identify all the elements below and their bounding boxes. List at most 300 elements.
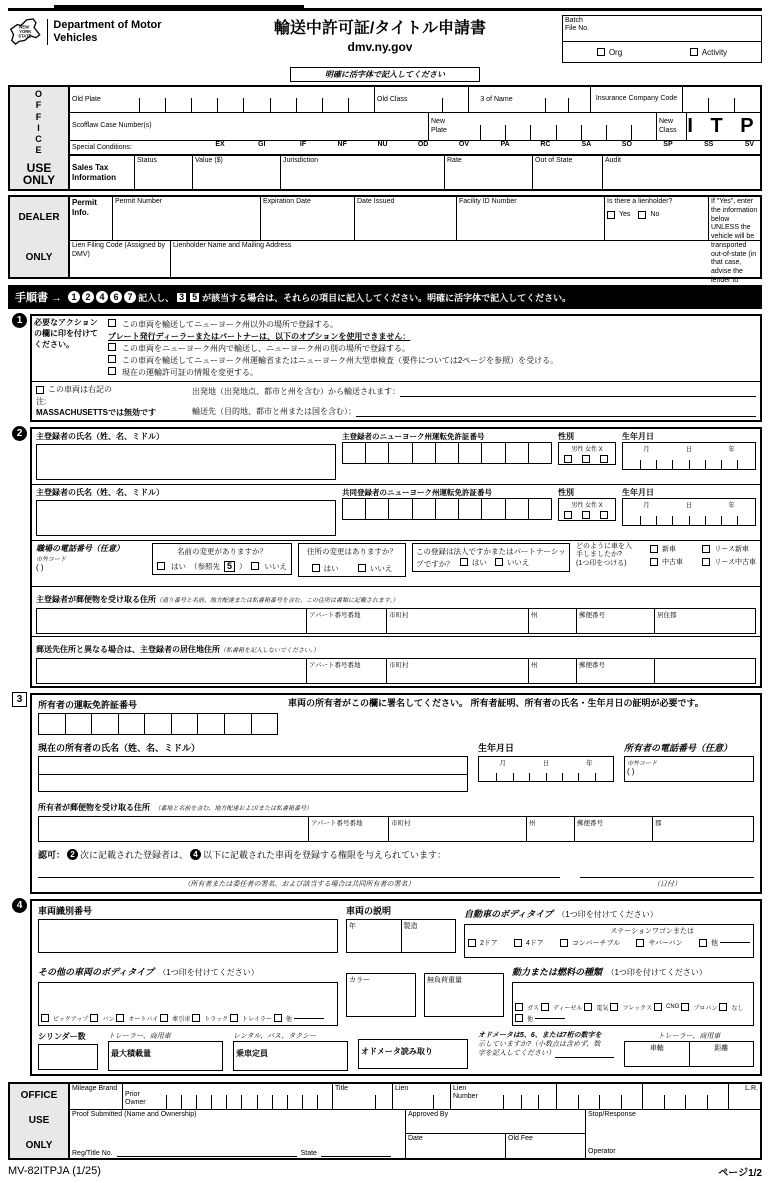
action-register-outside-ny-checkbox[interactable]: [108, 319, 116, 327]
code-nu: NU: [377, 141, 388, 148]
office-use-bottom-label: [10, 1084, 70, 1158]
primary-license-field[interactable]: [342, 442, 552, 464]
lien-number-label: Lien Number: [450, 1084, 486, 1109]
prior-owner-field[interactable]: [152, 1084, 332, 1109]
office-vertical-label: O F F I C E: [34, 89, 43, 156]
lienholder-no-label: No: [650, 210, 660, 218]
vehicle-desc-label: 車両の説明: [346, 905, 392, 916]
sex-female-checkbox-1[interactable]: [582, 455, 590, 463]
form-number: MV-82ITPJA (1/25): [8, 1165, 101, 1177]
top-rule: [8, 8, 762, 11]
itp-code: I T P: [686, 113, 760, 140]
other-pickup-checkbox[interactable]: [41, 1014, 49, 1022]
wagon-note: ステーションワゴンまたは: [610, 927, 694, 935]
other-other-checkbox[interactable]: [274, 1014, 282, 1022]
sex-male-checkbox-1[interactable]: [564, 455, 572, 463]
action-dot-inspection-checkbox[interactable]: [108, 355, 116, 363]
prior-owner-label: Prior Owner: [122, 1084, 152, 1109]
section-4: [16, 899, 762, 1076]
old-fee-cell[interactable]: Old Fee: [505, 1134, 585, 1158]
sex-label-1: 性別: [558, 431, 574, 441]
svg-text:NEW: NEW: [19, 24, 29, 30]
sex-x-checkbox-2[interactable]: [600, 511, 608, 519]
signature-date-input[interactable]: [580, 877, 754, 878]
dob-month-label-2: 月: [643, 501, 650, 509]
file-no-label: File No.: [565, 25, 590, 33]
rate-cell[interactable]: Rate: [444, 156, 532, 189]
lienholder-note: If "Yes", enter the information below UNLESS the vehicle will be transported out-of-state (in that case, advise the lender to perfect the lien in that state).: [708, 197, 760, 240]
vehicle-shipped-checkbox[interactable]: [36, 386, 44, 394]
power-one-mark: （1つ印を付けてください）: [606, 967, 707, 977]
fuel-flex-checkbox[interactable]: [610, 1003, 618, 1011]
fuel-gas-checkbox[interactable]: [515, 1003, 523, 1011]
step-7-badge: 7: [124, 291, 136, 303]
page-number: ページ1/2: [718, 1167, 762, 1179]
dob-year-label-1: 年: [728, 445, 735, 453]
section-2: [16, 427, 762, 688]
mailing-city-label[interactable]: 市町村: [387, 609, 529, 633]
owner-dob-field[interactable]: [481, 767, 611, 781]
code-pa: PA: [500, 141, 510, 148]
date-issued-cell[interactable]: Date Issued: [354, 197, 456, 240]
acquired-new-label: 新車: [662, 546, 676, 554]
residence-county-blank: [655, 659, 755, 683]
primary-license-label: 主登録者のニューヨーク州運転免許証番号: [342, 431, 485, 441]
code-sa: SA: [581, 141, 592, 148]
code-ov: OV: [458, 141, 470, 148]
signature-caption: （所有者または委任者の署名、および該当する場合は共同所有者の署名）: [183, 880, 415, 888]
sex-label-2: 性別: [558, 487, 574, 497]
step-2-badge: 2: [82, 291, 94, 303]
audit-cell[interactable]: Audit: [602, 156, 760, 189]
how-acquired-q3: (1つ印をつける): [576, 560, 627, 567]
sex-options-1: 男性 女性 X: [571, 446, 603, 453]
owner-phone-paren: ( ): [627, 766, 635, 776]
odometer-question-3: 字を記入してください）: [478, 1049, 555, 1057]
step-6-badge: 6: [110, 291, 122, 303]
name-change-no-label: いいえ: [264, 561, 287, 571]
lienholder-name-cell[interactable]: Lienholder Name and Mailing Address: [170, 241, 760, 277]
body-other-label: 他: [710, 939, 718, 947]
dmv-url: dmv.ny.gov: [347, 40, 413, 54]
how-acquired-q1: どのように車を入: [576, 542, 632, 550]
action-dot-inspection-label: この車両を輸送してニューヨーク州運輸省またはニューヨーク州大型車検査（要件については2ページを参照）を受ける。: [122, 356, 559, 365]
print-clearly-note: 明確に活字体で記入してください: [290, 67, 480, 82]
date-caption: （日付）: [653, 880, 681, 888]
acquired-lease-new-checkbox[interactable]: [702, 545, 710, 553]
step-4-badge: 4: [96, 291, 108, 303]
only-bottom-label: ONLY: [25, 1139, 53, 1151]
dealer-options-note: プレート発行ディーラーまたはパートナーは、以下のオプションを使用できません：: [108, 332, 411, 341]
fuel-none-checkbox[interactable]: [719, 1003, 727, 1011]
code-ex: EX: [215, 141, 225, 148]
other-other-input[interactable]: [294, 1018, 324, 1019]
lien-field[interactable]: [416, 1084, 450, 1109]
lienholder-question: Is there a lienholder?: [607, 198, 673, 205]
vin-input[interactable]: [38, 919, 338, 953]
body-other-checkbox[interactable]: [699, 939, 707, 947]
lien-filing-code-cell[interactable]: Lien Filing Code (Assigned by DMV): [72, 242, 165, 258]
lien-number-field[interactable]: [486, 1084, 556, 1109]
fuel-other-checkbox[interactable]: [515, 1014, 523, 1022]
reg-title-no-input[interactable]: [117, 1156, 297, 1157]
fuel-cng-checkbox[interactable]: [654, 1003, 662, 1011]
vehicle-shipped-label: この車両は右記の: [48, 385, 112, 394]
acquired-used-label: 中古車: [662, 559, 683, 567]
owner-dob-day: 日: [542, 759, 550, 767]
out-of-state-cell[interactable]: Out of State: [532, 156, 602, 189]
other-motorcycle-checkbox[interactable]: [116, 1014, 124, 1022]
how-acquired-q2: 手しましたか?: [576, 551, 622, 559]
work-phone-label: 職場の電話番号（任意）: [36, 543, 124, 553]
owner-dob-year: 年: [586, 759, 593, 767]
owner-phone-label: 所有者の電話番号（任意）: [624, 742, 733, 753]
owner-sign-note: 車両の所有者がこの欄に署名してください。 所有者証明、所有者の氏名・生年月日の証明が必要です。: [288, 697, 704, 708]
dob-field-2[interactable]: [625, 509, 753, 525]
activity-label: Activity: [701, 47, 728, 57]
lienholder-question-cell: [604, 197, 708, 240]
residence-street-input[interactable]: [37, 659, 307, 683]
destination-input[interactable]: [356, 416, 756, 417]
new-plate-label: New Plate: [428, 113, 456, 140]
code-nf: NF: [337, 141, 347, 148]
other-pickup-label: ピックアップ: [53, 1016, 89, 1023]
footer: [8, 1164, 762, 1179]
address-change-yes-checkbox[interactable]: [312, 564, 320, 572]
vin-label: 車両識別番号: [38, 905, 93, 916]
other-motorcycle-label: オートバイ: [128, 1016, 159, 1023]
area-code-label: 市外コード: [36, 556, 67, 563]
name-change-box: [152, 543, 292, 575]
ref-open: （参照先: [190, 561, 220, 571]
form-title: 輸送中許可証/タイトル申請書: [273, 20, 487, 37]
origin-label: 出発地（出発地点、都市と州を含む）から輸送されます：: [192, 387, 400, 396]
state-label: State: [300, 1149, 317, 1157]
body-convertible-label: コンバーチブル: [571, 939, 621, 947]
dob-year-label-2: 年: [728, 501, 735, 509]
use-label: USE: [28, 1114, 50, 1126]
residence-state-label[interactable]: 州: [529, 659, 577, 683]
how-acquired-box: [576, 543, 756, 569]
svg-text:STATE: STATE: [18, 33, 32, 39]
mailing-street-input[interactable]: [37, 609, 307, 633]
acquired-used-checkbox[interactable]: [650, 558, 658, 566]
dob-month-label-1: 月: [643, 445, 650, 453]
body-suburban-label: サバーバン: [648, 939, 683, 947]
dealer-label: DEALER: [18, 211, 60, 223]
seating-capacity-label: 乗車定員: [236, 1048, 268, 1058]
authorization-text-1: 次に記載された登録者は、: [80, 849, 189, 860]
new-plate-field[interactable]: [456, 113, 656, 140]
jurisdiction-cell[interactable]: Jurisdiction: [280, 156, 444, 189]
name-change-yes-checkbox[interactable]: [157, 562, 165, 570]
sex-x-checkbox-1[interactable]: [600, 455, 608, 463]
facility-id-cell[interactable]: Facility ID Number: [456, 197, 604, 240]
other-van-checkbox[interactable]: [90, 1014, 98, 1022]
trailer-commercial-label-1: トレーラー、商用車: [108, 1032, 171, 1040]
action-register-outside-ny-label: この車両を輸送してニューヨーク州以外の場所で登録する。: [122, 320, 338, 329]
instructions-bar: [8, 285, 762, 309]
org-label: Org: [608, 47, 623, 57]
code-ss: SS: [704, 141, 714, 148]
status-cell[interactable]: Status: [134, 156, 192, 189]
step-3-badge: 3: [176, 292, 187, 303]
fuel-none-label: なし: [731, 1005, 744, 1012]
owner-signature-input[interactable]: [38, 877, 560, 878]
new-class-label: New Class: [656, 113, 686, 140]
action-transport-within-ny-checkbox[interactable]: [108, 343, 116, 351]
code-gi: GI: [258, 141, 266, 148]
entity-yes-label: はい: [471, 557, 487, 567]
owner-street-input[interactable]: [39, 817, 309, 841]
name-change-yes-label: はい: [171, 561, 186, 571]
title-label: Title: [332, 1084, 358, 1109]
state-input[interactable]: [321, 1156, 391, 1157]
acquired-lease-new-label: リース新車: [714, 546, 749, 554]
operator-cell[interactable]: Operator: [588, 1148, 616, 1156]
special-conditions-label: Special Conditions:: [72, 144, 132, 151]
body-2door-label: 2ドア: [480, 939, 498, 947]
axles-cell[interactable]: 車軸: [625, 1042, 690, 1066]
trailer-commercial-label-2: トレーラー、商用車: [657, 1032, 721, 1040]
owner-mailing-address-note: （番地と名前を含む、地方配達および/または私書箱番号）: [154, 805, 313, 812]
residence-apt-label[interactable]: アパート番号番地: [307, 659, 387, 683]
fuel-propane-label: プロパン: [693, 1005, 718, 1012]
other-truck-checkbox[interactable]: [192, 1014, 200, 1022]
fuel-electric-checkbox[interactable]: [584, 1003, 592, 1011]
batch-label: Batch: [565, 17, 583, 24]
owner-dob-label: 生年月日: [478, 742, 515, 753]
authorization-text-2: 以下に記載された車両を登録する権限を与えられています：: [203, 849, 447, 860]
dob-day-label-1: 日: [685, 445, 693, 453]
address-change-question: 住所の変更はありますか？: [307, 546, 397, 556]
body-suburban-checkbox[interactable]: [636, 939, 644, 947]
date-cell[interactable]: Date: [408, 1134, 423, 1142]
insurance-code-field[interactable]: [682, 87, 760, 112]
odometer-digits-input[interactable]: [555, 1057, 614, 1058]
num-of-name-label: 3 of Name: [468, 87, 524, 112]
name-change-question: 名前の変更がありますか？: [177, 546, 267, 556]
ref-close: ）: [239, 561, 247, 571]
fuel-electric-label: 電気: [596, 1005, 609, 1012]
authorization-label: 認可：: [38, 849, 66, 860]
only-label: ONLY: [25, 251, 53, 263]
fuel-diesel-label: ディーゼル: [553, 1005, 583, 1012]
owner-name-input-2[interactable]: [38, 774, 468, 792]
address-change-no-label: いいえ: [369, 563, 393, 573]
ref-section-5-badge: 5: [224, 561, 235, 572]
acquired-lease-used-checkbox[interactable]: [702, 558, 710, 566]
office-label: OFFICE: [20, 1090, 58, 1102]
authorization-section-4-badge: 4: [190, 849, 201, 860]
body-4door-checkbox[interactable]: [514, 939, 522, 947]
residence-county-label[interactable]: 居住郡: [657, 611, 677, 619]
fuel-gas-label: ガス: [527, 1005, 540, 1012]
code-if: IF: [299, 141, 307, 148]
dealer-only-label: [10, 197, 70, 277]
dept-name: Department of Motor Vehicles: [47, 19, 198, 44]
co-registrant-name-label: 主登録者の氏名（姓、名、ミドル）: [36, 487, 164, 497]
code-sv: SV: [744, 141, 755, 148]
section-3: [16, 693, 762, 894]
unladen-weight-cell[interactable]: 無負荷重量: [424, 973, 504, 1017]
value-cell[interactable]: Value ($): [192, 156, 280, 189]
authorization-section-2-badge: 2: [67, 849, 78, 860]
approved-by-cell[interactable]: Approved By: [406, 1110, 585, 1134]
activity-checkbox[interactable]: [690, 48, 698, 56]
primary-registrant-name-input[interactable]: [36, 444, 336, 480]
dob-field-1[interactable]: [625, 453, 753, 469]
auto-body-one-mark: （1つ印を付けてください）: [557, 909, 658, 919]
code-rc: RC: [540, 141, 551, 148]
residence-zip-label[interactable]: 郵便番号: [577, 659, 655, 683]
owner-zip-label[interactable]: 郵便番号: [575, 817, 653, 841]
odometer-question-1: オドメータは5、6、または7桁の数字を: [478, 1031, 602, 1039]
acquired-lease-used-label: リース中古車: [714, 559, 756, 567]
entity-question: この登録は法人ですかまたはパートナーシップですか？: [416, 546, 566, 568]
mailing-apt-label[interactable]: アパート番号番地: [307, 609, 387, 633]
org-checkbox[interactable]: [597, 48, 605, 56]
office-use-label: [10, 87, 70, 189]
other-towtruck-checkbox[interactable]: [160, 1014, 168, 1022]
owner-city-label[interactable]: 市町村: [389, 817, 527, 841]
max-weight-label: 最大積載量: [111, 1048, 151, 1058]
fuel-diesel-checkbox[interactable]: [541, 1003, 549, 1011]
old-class-label: Old Class: [374, 87, 416, 112]
address-change-yes-label: はい: [323, 563, 339, 573]
mailing-state-label[interactable]: 州: [529, 609, 577, 633]
owner-license-field[interactable]: [38, 713, 278, 735]
form-page: [8, 8, 762, 1179]
acquired-new-checkbox[interactable]: [650, 545, 658, 553]
destination-label: 輸送先（目的地、都市と州または国を含む）：: [192, 407, 356, 416]
other-van-label: バン: [102, 1016, 115, 1023]
body-convertible-checkbox[interactable]: [560, 939, 568, 947]
fuel-other-input[interactable]: [535, 1018, 565, 1019]
section-3-badge: 3: [12, 692, 27, 707]
reg-title-no-label: Reg/Title No.: [72, 1149, 113, 1157]
residence-city-label[interactable]: 市町村: [387, 659, 529, 683]
other-other-label: 他: [285, 1016, 292, 1023]
owner-name-input-1[interactable]: [38, 756, 468, 774]
office-use-top: [8, 85, 762, 191]
scofflaw-label: Scofflaw Case Number(s): [72, 122, 152, 130]
note-label: 注:: [36, 396, 47, 406]
code-so: SO: [621, 141, 632, 148]
num-of-name-field[interactable]: [524, 87, 590, 112]
action-change-permit-info-checkbox[interactable]: [108, 367, 116, 375]
owner-mailing-address-label: 所有者が郵便物を受け取る住所: [38, 802, 150, 812]
mailing-zip-label[interactable]: 郵便番号: [577, 609, 655, 633]
proof-submitted-label: Proof Submitted (Name and Ownership): [72, 1110, 197, 1118]
instructions-label: 手順書 →: [15, 292, 63, 304]
owner-dob-month: 月: [499, 759, 506, 767]
other-trailer-checkbox[interactable]: [230, 1014, 238, 1022]
name-change-no-checkbox[interactable]: [251, 562, 259, 570]
body-2door-checkbox[interactable]: [468, 939, 476, 947]
fuel-propane-checkbox[interactable]: [681, 1003, 689, 1011]
title-field[interactable]: [358, 1084, 392, 1109]
cylinders-label: シリンダー数: [38, 1031, 86, 1041]
sex-female-checkbox-2[interactable]: [582, 511, 590, 519]
fuel-other-label: 他: [527, 1016, 534, 1023]
primary-registrant-name-label: 主登録者の氏名（姓、名、ミドル）: [36, 431, 164, 441]
permit-number-cell[interactable]: Permit Number: [112, 197, 260, 240]
residence-address-label: 郵送先住所と異なる場合は、主登録者の居住地住所: [36, 644, 220, 654]
permit-info-label: Permit Info.: [72, 198, 97, 217]
dob-day-label-2: 日: [685, 501, 693, 509]
code-sp: SP: [663, 141, 673, 148]
entity-yes-checkbox[interactable]: [460, 558, 468, 566]
sales-tax-label: Sales Tax Information: [72, 163, 116, 182]
expiration-date-cell[interactable]: Expiration Date: [260, 197, 354, 240]
instructions-text-2: が該当する場合は、それらの項目に記入してください。明確に活字体で記入してください。: [202, 292, 572, 303]
old-class-field[interactable]: [416, 87, 468, 112]
lienholder-yes-checkbox[interactable]: [607, 211, 615, 219]
co-license-label: 共同登録者のニューヨーク州運転免許証番号: [342, 487, 492, 497]
insurance-code-label: Insurance Company Code: [590, 87, 682, 112]
owner-area-code-label: 市外コード: [627, 760, 658, 767]
color-cell[interactable]: カラー: [346, 973, 416, 1017]
entity-no-checkbox[interactable]: [495, 558, 503, 566]
odometer-label: オドメータ読み取り: [361, 1046, 433, 1056]
co-registrant-name-input[interactable]: [36, 500, 336, 536]
owner-apt-label[interactable]: アパート番号番地: [309, 817, 389, 841]
other-towtruck-label: 牽引車: [172, 1016, 191, 1023]
mileage-brand-cell[interactable]: Mileage Brand: [72, 1084, 118, 1092]
mailing-address-note: （通り番号と名前、地方配達または私書箱番号を含む。この住所は書類に記載されます。）: [156, 597, 399, 604]
ny-dmv-logo: [8, 15, 198, 49]
action-change-permit-info-label: 現在の運輸許可証の情報を変更する。: [122, 368, 258, 377]
batch-box: [562, 15, 762, 63]
residence-address-note: （私書箱を記入しないでください。）: [220, 647, 320, 654]
work-phone-paren: ( ): [36, 562, 44, 572]
cylinders-input[interactable]: [38, 1044, 98, 1070]
owner-county-label[interactable]: 郡: [655, 819, 662, 827]
body-other-input[interactable]: [720, 942, 750, 943]
office-extra-field-2[interactable]: [642, 1084, 728, 1109]
action-transport-within-ny-label: この車両をニューヨーク州内で輸送し、ニューヨーク州の別の場所で登録する。: [122, 344, 410, 353]
massachusetts-note: MASSACHUSETTSでは無効です: [36, 407, 157, 417]
odometer-question-2: 示していますか?（小数点は含めず、数: [478, 1040, 601, 1048]
lienholder-yes-label: Yes: [619, 210, 631, 218]
address-change-no-checkbox[interactable]: [358, 564, 366, 572]
special-condition-codes: [190, 141, 760, 154]
auto-body-label: 自動車のボディタイプ: [464, 908, 553, 919]
section-2-badge: 2: [12, 426, 27, 441]
entity-no-label: いいえ: [506, 557, 530, 567]
vehicle-make-cell[interactable]: 製造: [403, 922, 418, 930]
origin-input[interactable]: [400, 396, 756, 397]
step-5-badge: 5: [189, 292, 200, 303]
co-license-field[interactable]: [342, 498, 552, 520]
stop-response-cell[interactable]: Stop/Response: [588, 1110, 636, 1118]
vehicle-year-cell[interactable]: 年: [347, 920, 402, 952]
other-body-one-mark: （1つ印を付けてください）: [158, 967, 259, 977]
lienholder-no-checkbox[interactable]: [638, 211, 646, 219]
other-truck-label: トラック: [204, 1016, 229, 1023]
section-1: [16, 314, 762, 422]
ny-state-icon: [8, 15, 43, 49]
sex-male-checkbox-2[interactable]: [564, 511, 572, 519]
distance-cell[interactable]: 距離: [714, 1044, 729, 1052]
old-plate-field[interactable]: [114, 87, 374, 112]
section-1-side-label: 必要なアクションの欄に印を付けてください。: [34, 318, 98, 349]
step-1-badge: 1: [68, 291, 80, 303]
office-extra-field-1[interactable]: [556, 1084, 642, 1109]
owner-state-label[interactable]: 州: [527, 817, 575, 841]
other-body-label: その他の車両のボディタイプ: [38, 966, 154, 977]
